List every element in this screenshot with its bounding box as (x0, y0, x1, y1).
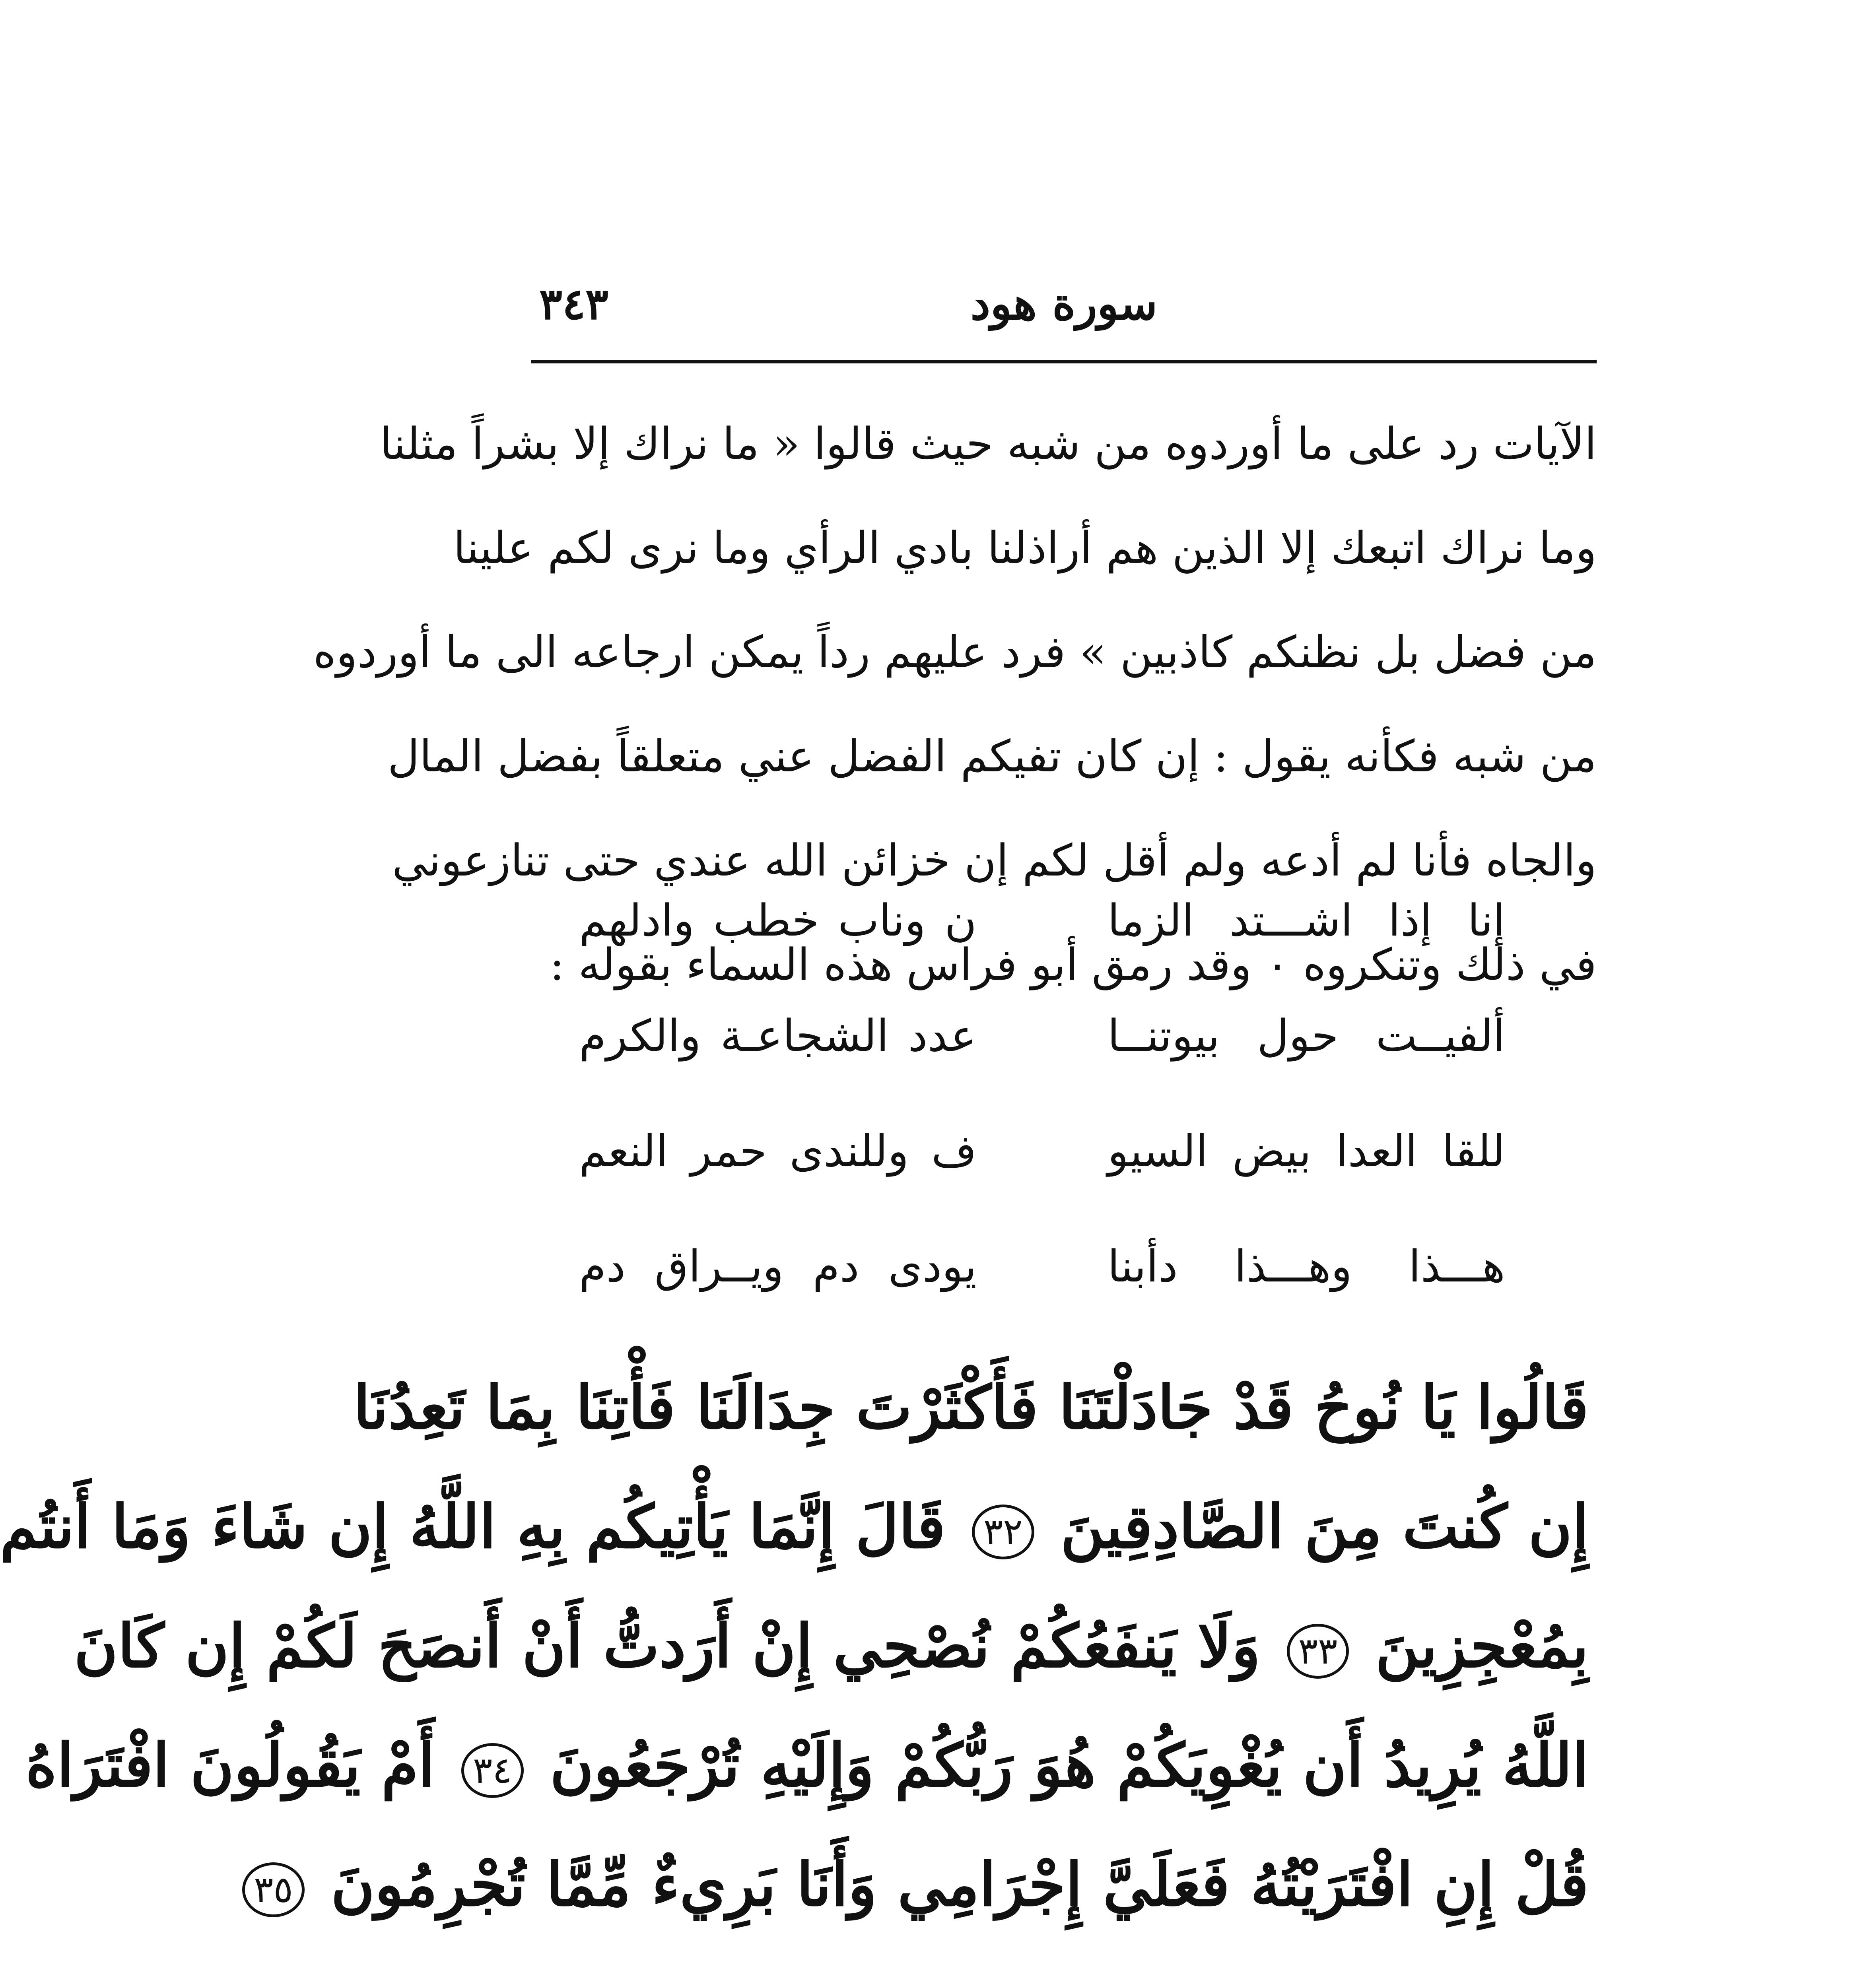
poem-verse (579, 881, 1505, 996)
quran-line (254, 1825, 1589, 1944)
poem-hemistich-second: عدد الشجاعـة والكرم (579, 1010, 977, 1061)
quran-text: أَمْ يَقُولُونَ افْتَرَاهُ (25, 1730, 435, 1800)
poem-verse (579, 1227, 1505, 1342)
header-rule (531, 360, 1597, 363)
quran-line (25, 1706, 1589, 1825)
commentary-line: في ذلك وتنكروه ٠ وقد رمق أبو فراس هذه السماء بقوله : (550, 939, 1597, 990)
quran-text: قُلْ إِنِ افْتَرَيْتُهُ فَعَلَيَّ إِجْرَامِي وَأَنَا بَرِيءٌ مِّمَّا تُجْرِمُونَ (331, 1850, 1589, 1920)
poem-hemistich-second: ن وناب خطب وادلهم (579, 895, 977, 946)
quran-text: قَالَ إِنَّمَا يَأْتِيكُم بِهِ اللَّهُ إِن شَاءَ وَمَا أَنتُم (0, 1492, 946, 1562)
poem (579, 881, 1505, 1342)
quran-verses (0, 1348, 1589, 1944)
quran-text: اللَّهُ يُرِيدُ أَن يُغْوِيَكُمْ هُوَ رَبُّكُمْ وَإِلَيْهِ تُرْجَعُونَ (550, 1730, 1589, 1800)
poem-hemistich-first: للقا العدا بيض السيو (1108, 1126, 1505, 1176)
quran-line (354, 1348, 1589, 1467)
poem-verse (579, 996, 1505, 1111)
commentary-line: والجاه فأنا لم أدعه ولم أقل لكم إن خزائن الله عندي حتى تنازعوني (392, 835, 1597, 886)
commentary-line: من فضل بل نظنكم كاذبين » فرد عليهم رداً يمكن ارجاعه الى ما أوردوه (313, 627, 1597, 678)
quran-text: وَلَا يَنفَعُكُمْ نُصْحِي إِنْ أَرَدتُّ أَنْ أَنصَحَ لَكُمْ إِن كَانَ (74, 1611, 1261, 1681)
poem-hemistich-first: هـــذا وهـــذا دأبنا (1108, 1241, 1505, 1292)
poem-verse (579, 1111, 1505, 1227)
verse-number-marker: ٣٣ (1287, 1624, 1349, 1679)
verse-number-marker: ٣٢ (972, 1505, 1034, 1559)
commentary-line: وما نراك اتبعك إلا الذين هم أراذلنا بادي الرأي وما نرى لكم علينا (453, 522, 1597, 573)
quran-text: إِن كُنتَ مِنَ الصَّادِقِينَ (1060, 1492, 1589, 1562)
quran-text: قَالُوا يَا نُوحُ قَدْ جَادَلْتَنَا فَأَكْثَرْتَ جِدَالَنَا فَأْتِنَا بِمَا تَعِدُنَا (354, 1373, 1589, 1442)
quran-line (74, 1586, 1589, 1706)
surah-title: سورة هود (970, 278, 1158, 330)
running-header (531, 274, 1597, 334)
poem-hemistich-first: إنا إذا اشـــتد الزما (1108, 895, 1505, 946)
quran-line (0, 1467, 1589, 1586)
page-number: ٣٤٣ (539, 279, 609, 329)
commentary-line: الآيات رد على ما أوردوه من شبه حيث قالوا « ما نراك إلا بشراً مثلنا (380, 418, 1597, 469)
verse-number-marker: ٣٥ (242, 1862, 305, 1917)
quran-text: بِمُعْجِزِينَ (1375, 1611, 1589, 1681)
poem-hemistich-second: ف وللندى حمر النعم (579, 1126, 977, 1176)
commentary-line: من شبه فكأنه يقول : إن كان تفيكم الفضل عني متعلقاً بفضل المال (387, 731, 1597, 782)
poem-hemistich-second: يودى دم ويــراق دم (579, 1241, 977, 1292)
poem-hemistich-first: ألفيــت حول بيوتنــا (1108, 1010, 1505, 1061)
verse-number-marker: ٣٤ (461, 1743, 524, 1798)
